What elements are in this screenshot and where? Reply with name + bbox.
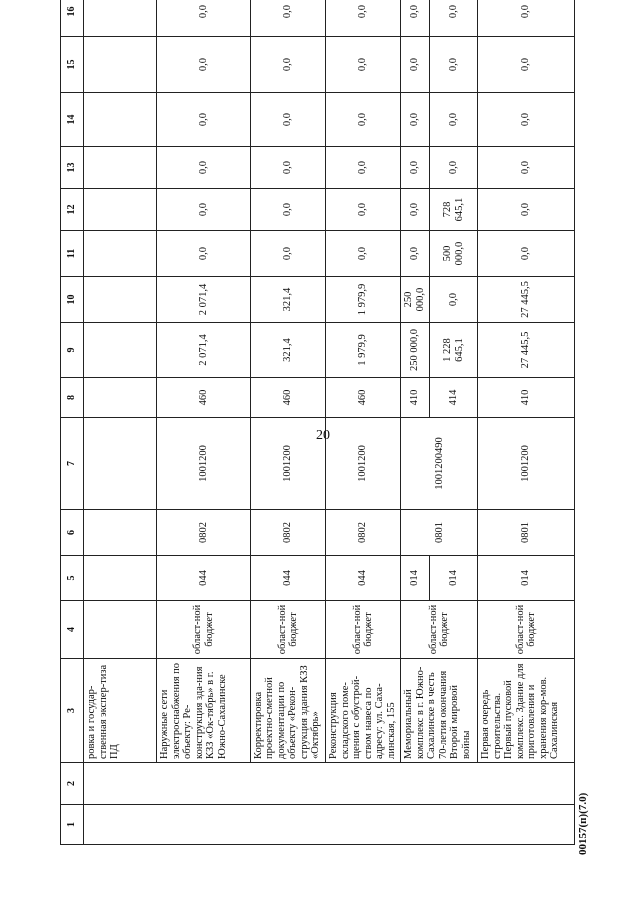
table-cell: област-ной бюджет: [326, 601, 401, 659]
table-cell: 0,0: [326, 189, 401, 231]
header-cell: 16: [61, 0, 84, 37]
table-cell: 410: [478, 378, 575, 418]
table-cell: 1001200: [250, 418, 325, 510]
table-cell: 044: [326, 556, 401, 601]
header-cell: 1: [61, 805, 84, 845]
table-cell: 0801: [478, 510, 575, 556]
table-cell: 0,0: [157, 189, 250, 231]
table-cell: [84, 601, 157, 659]
table-cell: 014: [429, 556, 478, 601]
table-cell: 27 445,5: [478, 277, 575, 323]
table-cell: 414: [429, 378, 478, 418]
table-row: [84, 0, 157, 845]
table-cell: 0,0: [429, 147, 478, 189]
page-number: 20: [316, 428, 330, 443]
header-cell: 9: [61, 323, 84, 378]
table-cell: 0,0: [401, 147, 429, 189]
table-cell: ровка и государ-ственная экспер-тиза ПД: [84, 659, 157, 763]
table-cell: област-ной бюджет: [401, 601, 478, 659]
table-cell: 0,0: [401, 0, 429, 37]
table-cell: [84, 37, 157, 93]
table-cell: [84, 556, 157, 601]
header-cell: 7: [61, 418, 84, 510]
table-cell: [84, 277, 157, 323]
table-row: [478, 0, 575, 845]
header-cell: 13: [61, 147, 84, 189]
header-cell: 15: [61, 37, 84, 93]
table-cell: 0,0: [478, 231, 575, 277]
table-cell: 0,0: [326, 37, 401, 93]
header-cell: 5: [61, 556, 84, 601]
table-cell: [84, 510, 157, 556]
table-cell: 460: [326, 378, 401, 418]
table-cell: 0,0: [429, 93, 478, 147]
table-cell: 1001200490: [401, 418, 478, 510]
table-cell: Мемориальный комплекс в г. Южно-Сахалинске в честь 70-летия окончания Второй мировой войны: [401, 659, 478, 763]
header-cell: 2: [61, 763, 84, 805]
table-cell: област-ной бюджет: [250, 601, 325, 659]
table-cell: [84, 93, 157, 147]
table-cell: 0,0: [478, 0, 575, 37]
table-row: [250, 0, 325, 845]
table-cell: 0,0: [326, 0, 401, 37]
budget-table: [60, 0, 575, 845]
table-cell: 0,0: [250, 189, 325, 231]
table-cell: [84, 418, 157, 510]
table-cell: 014: [478, 556, 575, 601]
table-cell: област-ной бюджет: [478, 601, 575, 659]
table-cell: 044: [250, 556, 325, 601]
header-cell: 3: [61, 659, 84, 763]
table-cell: 1 979,9: [326, 277, 401, 323]
table-cell: 0801: [401, 510, 478, 556]
header-cell: 14: [61, 93, 84, 147]
header-cell: 12: [61, 189, 84, 231]
table-cell: 0,0: [157, 93, 250, 147]
table-cell: Первая очередь строительства. Первый пусковой комплекс. Здание для приготовления и хранения кор-мов. Сахалинская: [478, 659, 575, 763]
table-cell: 250 000,0: [401, 323, 429, 378]
table-cell: 0,0: [250, 37, 325, 93]
table-cell: 321,4: [250, 277, 325, 323]
table-cell: [84, 323, 157, 378]
table-cell: 0,0: [157, 0, 250, 37]
table-cell: Корректировка проектно-сметной документации по объекту «Рекон-струкция здания КЗЗ «Октябрь»: [250, 659, 325, 763]
table-cell: Наружные сети электроснабжения по объекту: Ре-конструкция зда-ния КЗЗ «Ок-тябрь» в г. Южно-Сахалинске: [157, 659, 250, 763]
table-row: [157, 0, 250, 845]
table-cell: 0802: [326, 510, 401, 556]
table-cell: 0,0: [478, 147, 575, 189]
table-cell: 0802: [250, 510, 325, 556]
table-cell: 1 979,9: [326, 323, 401, 378]
table-cell: 0,0: [250, 0, 325, 37]
table-cell: Реконструкция складского поме-щения с обустрой-ством навеса по адресу: ул. Саха-линская, 155: [326, 659, 401, 763]
table-cell: 0,0: [401, 231, 429, 277]
table-cell: 0802: [157, 510, 250, 556]
table-cell: 0,0: [478, 37, 575, 93]
header-row: [61, 0, 84, 845]
table-cell: 0,0: [401, 189, 429, 231]
table-cell: 2 071,4: [157, 277, 250, 323]
table-cell: [84, 189, 157, 231]
table-cell: 0,0: [478, 189, 575, 231]
table-row: [401, 0, 429, 845]
table-cell: 250 000,0: [401, 277, 429, 323]
table-cell: [84, 0, 157, 37]
table-cell: 27 445,5: [478, 323, 575, 378]
table-cell: 0,0: [157, 231, 250, 277]
table-cell: [84, 231, 157, 277]
header-cell: 6: [61, 510, 84, 556]
table-cell: 0,0: [326, 147, 401, 189]
table-cell: 0,0: [326, 93, 401, 147]
table-cell: 460: [250, 378, 325, 418]
table-cell: 0,0: [401, 37, 429, 93]
table-cell: 1001200: [478, 418, 575, 510]
table-cell: 0,0: [478, 93, 575, 147]
table-cell: [84, 805, 575, 845]
table-cell: 2 071,4: [157, 323, 250, 378]
table-cell: 014: [401, 556, 429, 601]
table-cell: 1001200: [326, 418, 401, 510]
table-cell: 0,0: [157, 37, 250, 93]
table-cell: 0,0: [401, 93, 429, 147]
rotated-table-container: [60, 4, 575, 845]
header-cell: 4: [61, 601, 84, 659]
table-row: [326, 0, 401, 845]
header-cell: 11: [61, 231, 84, 277]
table-cell: 0,0: [429, 0, 478, 37]
table-cell: 500 000,0: [429, 231, 478, 277]
table-cell: 044: [157, 556, 250, 601]
table-cell: [84, 147, 157, 189]
table-cell: област-ной бюджет: [157, 601, 250, 659]
header-cell: 8: [61, 378, 84, 418]
table-cell: 0,0: [326, 231, 401, 277]
header-cell: 10: [61, 277, 84, 323]
table-cell: 1001200: [157, 418, 250, 510]
table-cell: 460: [157, 378, 250, 418]
table-cell: [84, 378, 157, 418]
table-cell: 0,0: [429, 277, 478, 323]
table-cell: 321,4: [250, 323, 325, 378]
table-cell: [84, 763, 575, 805]
table-cell: 0,0: [250, 93, 325, 147]
table-cell: 410: [401, 378, 429, 418]
table-cell: 0,0: [250, 147, 325, 189]
table-cell: 1 228 645,1: [429, 323, 478, 378]
table-cell: 0,0: [157, 147, 250, 189]
footer-code: 00157(п)(7.0): [577, 792, 589, 855]
table-cell: 0,0: [250, 231, 325, 277]
table-cell: 0,0: [429, 37, 478, 93]
table-cell: 728 645,1: [429, 189, 478, 231]
